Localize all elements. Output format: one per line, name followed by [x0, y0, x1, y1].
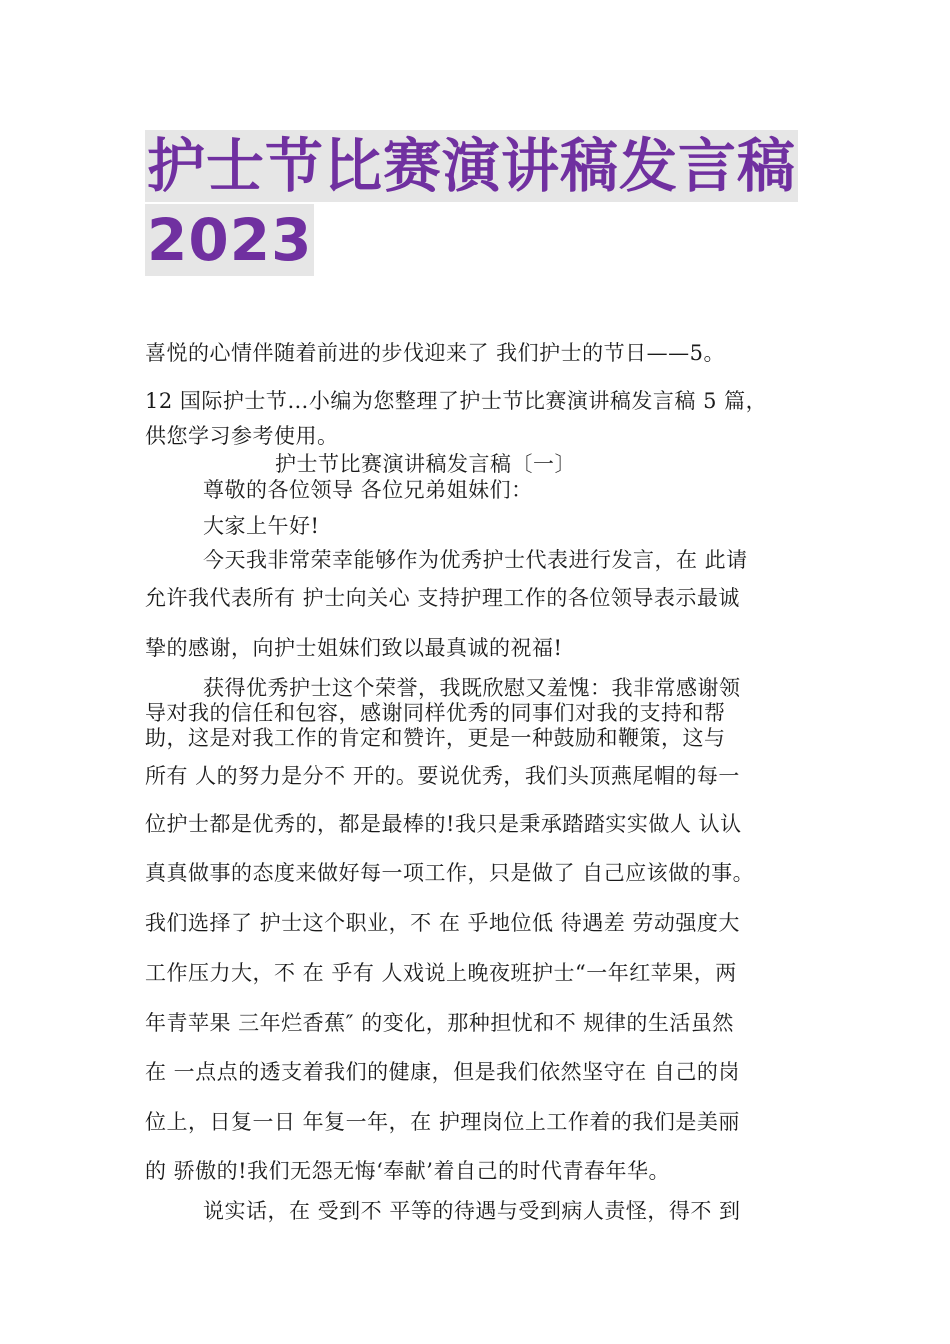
title-line-1: 护士节比赛演讲稿发言稿	[147, 132, 797, 200]
paragraph-line: 助，这是对我工作的肯定和赞许，更是一种鼓励和鞭策，这与	[145, 726, 726, 750]
greeting: 大家上午好!	[203, 514, 320, 538]
paragraph-line: 允许我代表所有 护士向关心 支持护理工作的各位领导表示最诚	[145, 586, 740, 610]
intro-line-2: 12 国际护士节…小编为您整理了护士节比赛演讲稿发言稿 5 篇，	[145, 389, 768, 413]
paragraph-line: 挚的感谢，向护士姐妹们致以最真诚的祝福!	[145, 636, 563, 660]
paragraph-line: 今天我非常荣幸能够作为优秀护士代表进行发言，在 此请	[203, 548, 748, 572]
paragraph-line: 获得优秀护士这个荣誉，我既欣慰又羞愧：我非常感谢领	[203, 676, 741, 700]
paragraph-line: 我们选择了 护士这个职业，不 在 乎地位低 待遇差 劳动强度大	[145, 911, 740, 935]
section-heading: 护士节比赛演讲稿发言稿〔一〕	[275, 452, 576, 476]
document-title	[145, 130, 825, 276]
paragraph-line: 说实话，在 受到不 平等的待遇与受到病人责怪，得不 到	[203, 1199, 741, 1223]
intro-line-1: 喜悦的心情伴随着前进的步伐迎来了 我们护士的节日——5。	[145, 341, 726, 365]
salutation: 尊敬的各位领导 各位兄弟姐妹们：	[203, 478, 533, 502]
paragraph-line: 所有 人的努力是分不 开的。要说优秀，我们头顶燕尾帽的每一	[145, 764, 740, 788]
paragraph-line: 位上，日复一日 年复一年，在 护理岗位上工作着的我们是美丽	[145, 1110, 740, 1134]
paragraph-line: 真真做事的态度来做好每一项工作，只是做了 自己应该做的事。	[145, 861, 755, 885]
paragraph-line: 在 一点点的透支着我们的健康，但是我们依然坚守在 自己的岗	[145, 1060, 740, 1084]
paragraph-line: 年青苹果 三年烂香蕉″ 的变化，那种担忧和不 规律的生活虽然	[145, 1011, 734, 1035]
title-line-2: 2023	[147, 206, 313, 274]
paragraph-line: 的 骄傲的!我们无怨无悔‘奉献’着自己的时代青春年华。	[145, 1159, 670, 1183]
paragraph-line: 工作压力大，不 在 乎有 人戏说上晚夜班护士“一年红苹果，两	[145, 961, 737, 985]
paragraph-line: 位护士都是优秀的，都是最棒的!我只是秉承踏踏实实做人 认认	[145, 812, 742, 836]
intro-line-3: 供您学习参考使用。	[145, 424, 339, 448]
paragraph-line: 导对我的信任和包容，感谢同样优秀的同事们对我的支持和帮	[145, 701, 726, 725]
